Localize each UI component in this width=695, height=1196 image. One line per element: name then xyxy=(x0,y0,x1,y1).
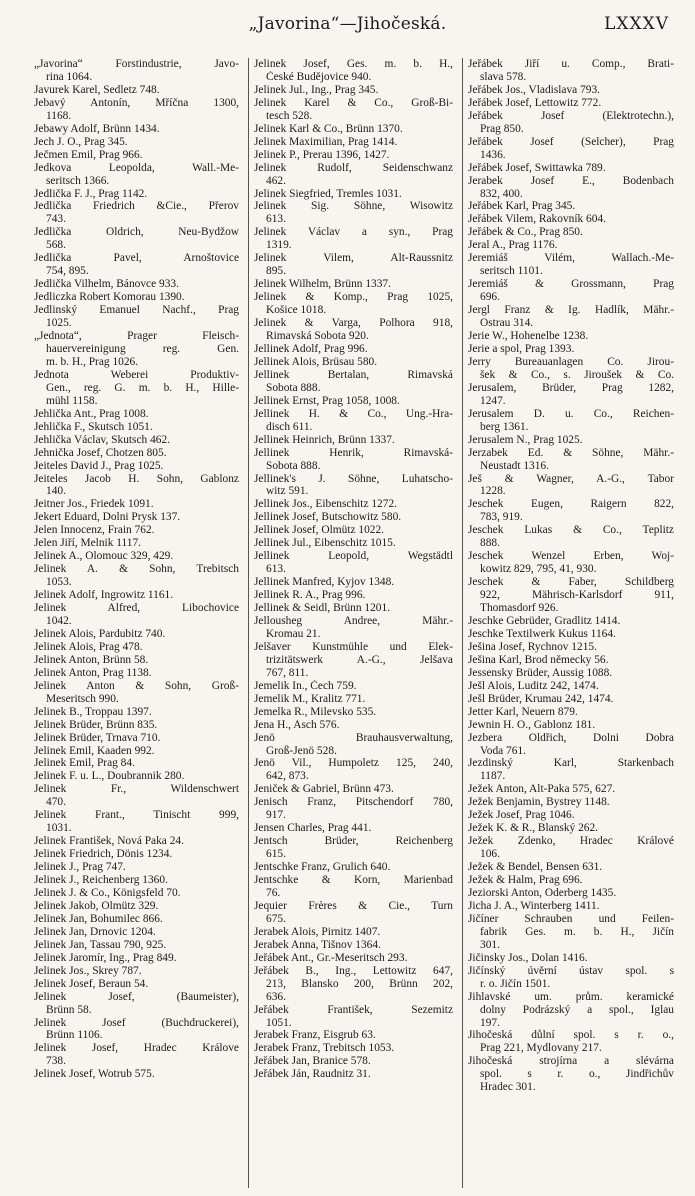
entry-continuation-line: r. o. Jičín 1501. xyxy=(480,977,551,990)
entry-line: Jeřábek Josef, Swittawka 789. xyxy=(468,161,606,174)
entry-line: Jelinek F. u. L., Doubrannik 280. xyxy=(34,770,185,783)
entry-line: Jičinsky Jos., Dolan 1416. xyxy=(468,951,588,964)
entry-line: Jequier Frères & Cie., Turn xyxy=(254,899,453,912)
entry-continuation-line: 1319. xyxy=(266,239,292,252)
entry-line: Jekert Eduard, Dolni Prysk 137. xyxy=(34,511,181,524)
entry-line: Jeschek Wenzel Erben, Woj- xyxy=(468,550,674,563)
entry-line: Jergl Franz & Ig. Hadlík, Mähr.- xyxy=(468,304,674,317)
entry-continuation-line: 1228. xyxy=(480,485,506,498)
entry-line: Jelinek B., Troppau 1397. xyxy=(34,705,152,718)
entry-continuation-line: 1436. xyxy=(480,148,506,161)
entry-line: Jellinek Leopold, Wegstädtl xyxy=(254,550,453,563)
entry-continuation-line: seritsch 1366. xyxy=(46,174,110,187)
entry-line: Jelinek Siegfried, Tremles 1031. xyxy=(254,187,402,200)
entry-line: Jellinek R. A., Prag 996. xyxy=(254,589,366,602)
entry-continuation-line: Kromau 21. xyxy=(266,627,321,640)
entry-line: Jelinek Sig. Söhne, Wisowitz xyxy=(254,200,453,213)
entry-line: Jeřábek Vilem, Rakovník 604. xyxy=(468,213,606,226)
entry-continuation-line: 140. xyxy=(46,485,66,498)
entry-line: Jelinek Adolf, Ingrowitz 1161. xyxy=(34,589,174,602)
page-header xyxy=(0,14,695,40)
entry-line: Jensen Charles, Prag 441. xyxy=(254,822,372,835)
entry-line: Ješl Brüder, Krumau 242, 1474. xyxy=(468,692,614,705)
entry-line: Jelinek Emil, Prag 84. xyxy=(34,757,135,770)
entry-line: Jellinek Jul., Eibenschitz 1015. xyxy=(254,537,396,550)
entry-continuation-line: hauervereinigung reg. Gen. xyxy=(46,342,239,355)
entry-continuation-line: Košice 1018. xyxy=(266,304,327,317)
entry-line: Jellinek H. & Co., Ung.-Hra- xyxy=(254,407,453,420)
entry-line: Jeřábek Ján, Raudnitz 31. xyxy=(254,1068,371,1081)
entry-line: Jellousheg Andree, Mähr.- xyxy=(254,614,453,627)
entry-continuation-line: Rimavská Sobota 920. xyxy=(266,330,369,343)
entry-continuation-line: Prag 850. xyxy=(480,122,524,135)
entry-line: Jelinek Jan, Drnovic 1204. xyxy=(34,925,156,938)
entry-line: Ježek & Halm, Prag 696. xyxy=(468,874,583,887)
entry-line: Jelinek Anton & Sohn, Groß- xyxy=(34,679,239,692)
entry-line: Jelinek Alois, Prag 478. xyxy=(34,640,143,653)
entry-line: Jeřábek Josef (Elektrotechn.), xyxy=(468,109,674,122)
entry-line: Jemelik M., Kralitz 771. xyxy=(254,692,366,705)
entry-continuation-line: kowitz 829, 795, 41, 930. xyxy=(480,563,597,576)
entry-line: Jelinek Maximilian, Prag 1414. xyxy=(254,135,398,148)
entry-continuation-line: 738. xyxy=(46,1055,66,1068)
entry-line: Jenisch Franz, Pitschendorf 780, xyxy=(254,796,453,809)
entry-line: Jelinek Emil, Kaaden 992. xyxy=(34,744,155,757)
entry-line: Jelinek J., Prag 747. xyxy=(34,861,126,874)
entry-line: Jerusalem D. u. Co., Reichen- xyxy=(468,407,674,420)
entry-line: Jelinek Jos., Skrey 787. xyxy=(34,964,142,977)
entry-line: Jedlička Friedrich &Cie., Přerov xyxy=(34,200,239,213)
entry-continuation-line: Sobota 888. xyxy=(266,459,321,472)
entry-line: Ježek Benjamin, Bystrey 1148. xyxy=(468,796,610,809)
entry-line: Jeřábek Jan, Branice 578. xyxy=(254,1055,371,1068)
entry-continuation-line: 76. xyxy=(266,887,281,899)
entry-line: Jeiteles David J., Prag 1025. xyxy=(34,459,164,472)
entry-line: Jehlička Václav, Skutsch 462. xyxy=(34,433,171,446)
entry-line: Jellinek Jos., Eibenschitz 1272. xyxy=(254,498,397,511)
entry-line: Jeschke Gebrüder, Gradlitz 1414. xyxy=(468,614,621,627)
entry-line: Jerusalem N., Prag 1025. xyxy=(468,433,583,446)
entry-line: Jenö Brauhausverwaltung, xyxy=(254,731,453,744)
column-2 xyxy=(248,58,453,1188)
entry-continuation-line: 1051. xyxy=(266,1016,292,1029)
entry-line: Jeřábek Jos., Vladislava 793. xyxy=(468,83,601,96)
entry-line: Jelinek Jul., Ing., Prag 345. xyxy=(254,83,379,96)
entry-continuation-line: 754, 895. xyxy=(46,265,89,278)
entry-continuation-line: 1168. xyxy=(46,109,72,122)
entry-line: Jerusalem, Brüder, Prag 1282, xyxy=(468,381,674,394)
entry-continuation-line: dolny Podrázský a spol., Iglau xyxy=(480,1003,674,1016)
entry-continuation-line: Brünn 58. xyxy=(46,1003,92,1016)
entry-continuation-line: 743. xyxy=(46,213,66,226)
entry-continuation-line: Brünn 1106. xyxy=(46,1029,103,1042)
entry-continuation-line: 197. xyxy=(480,1016,500,1029)
entry-line: Jerabek Anna, Tišnov 1364. xyxy=(254,938,381,951)
entry-continuation-line: 613. xyxy=(266,213,286,226)
entry-continuation-line: České Budějovice 940. xyxy=(266,70,372,83)
entry-line: Jedlička Vilhelm, Bánovce 933. xyxy=(34,278,179,291)
entry-line: Jellinek Josef, Olmütz 1022. xyxy=(254,524,385,537)
entry-line: Jelinek Jakob, Olmütz 329. xyxy=(34,899,159,912)
entry-line: Jelinek Fr., Wildenschwert xyxy=(34,783,239,796)
entry-continuation-line: 1247. xyxy=(480,394,506,407)
entry-line: Jelinek Alfred, Libochovice xyxy=(34,602,239,615)
entry-line: Jeziorski Anton, Oderberg 1435. xyxy=(468,887,617,899)
entry-line: Jentschke & Korn, Marienbad xyxy=(254,874,453,887)
entry-line: Jedlička Oldrich, Neu-Bydžow xyxy=(34,226,239,239)
entry-line: Jeitner Jos., Friedek 1091. xyxy=(34,498,154,511)
entry-line: Jelinek Josef, Ges. m. b. H., xyxy=(254,58,453,70)
entry-line: Jelinek A., Olomouc 329, 429. xyxy=(34,550,174,563)
entry-line: Jeschke Textilwerk Kukus 1164. xyxy=(468,627,616,640)
entry-line: Jeřábek Josef (Selcher), Prag xyxy=(468,135,674,148)
entry-line: Jelinek P., Prerau 1396, 1427. xyxy=(254,148,390,161)
entry-continuation-line: disch 611. xyxy=(266,420,313,433)
entry-continuation-line: 1031. xyxy=(46,822,72,835)
entry-line: Jelinek Brüder, Brünn 835. xyxy=(34,718,158,731)
entry-continuation-line: 568. xyxy=(46,239,66,252)
entry-line: Jelen Jiří, Melnik 1117. xyxy=(34,537,142,550)
entry-continuation-line: 213, Blansko 200, Brünn 202, xyxy=(266,977,453,990)
entry-line: Jelinek A. & Sohn, Trebitsch xyxy=(34,563,239,576)
entry-line: Jeschek Lukas & Co., Teplitz xyxy=(468,524,674,537)
entry-line: Javurek Karel, Sedletz 748. xyxy=(34,83,160,96)
entry-continuation-line: 783, 919. xyxy=(480,511,523,524)
entry-line: Ježek & Bendel, Bensen 631. xyxy=(468,861,603,874)
entry-line: Ješ & Wagner, A.-G., Tabor xyxy=(468,472,674,485)
entry-continuation-line: fabrik Ges. m. b. H., Jičín xyxy=(480,925,674,938)
entry-line: Ječmen Emil, Prag 966. xyxy=(34,148,143,161)
entry-line: Jedlička Pavel, Arnoštovice xyxy=(34,252,239,265)
entry-continuation-line: Sobota 888. xyxy=(266,381,321,394)
entry-line: Jetter Karl, Neuern 879. xyxy=(468,705,578,718)
entry-line: Jelinek Josef, Beraun 54. xyxy=(34,977,149,990)
entry-line: Jezdinský Karl, Starkenbach xyxy=(468,757,674,770)
entry-line: Jelinek J. & Co., Königsfeld 70. xyxy=(34,887,181,899)
entry-continuation-line: Hradec 301. xyxy=(480,1081,536,1094)
entry-continuation-line: 1187. xyxy=(480,770,506,783)
entry-line: Jeremiáš & Grossmann, Prag xyxy=(468,278,674,291)
entry-line: Jentsch Brüder, Reichenberg xyxy=(254,835,453,848)
entry-continuation-line: Voda 761. xyxy=(480,744,526,757)
entry-line: Jech J. O., Prag 345. xyxy=(34,135,128,148)
column-1 xyxy=(34,58,239,1188)
entry-line: Jellinek Ernst, Prag 1058, 1008. xyxy=(254,394,400,407)
entry-line: Jezbera Oldřich, Dolni Dobra xyxy=(468,731,674,744)
entry-line: Jellinek Manfred, Kyjov 1348. xyxy=(254,576,395,589)
entry-line: „Javorina“ Forstindustrie, Javo- xyxy=(34,58,239,70)
entry-line: Jelinek J., Reichenberg 1360. xyxy=(34,874,168,887)
entry-line: Jeřábek Josef, Lettowitz 772. xyxy=(468,96,602,109)
entry-line: Jičíner Schrauben und Feilen- xyxy=(468,912,674,925)
entry-line: Jelinek František, Nová Paka 24. xyxy=(34,835,184,848)
entry-line: Jičínský úvěrní ústav spol. s xyxy=(468,964,674,977)
entry-line: Jeral A., Prag 1176. xyxy=(468,239,558,252)
directory-columns xyxy=(34,58,674,1188)
entry-line: Ježek Josef, Prag 1046. xyxy=(468,809,575,822)
entry-line: Ježek K. & R., Blanský 262. xyxy=(468,822,599,835)
column-3 xyxy=(462,58,674,1188)
entry-continuation-line: 917. xyxy=(266,809,286,822)
entry-continuation-line: slava 578. xyxy=(480,70,527,83)
entry-line: Jeřábek František, Sezemitz xyxy=(254,1003,453,1016)
entry-line: Jeřábek Jiří u. Comp., Brati- xyxy=(468,58,674,70)
entry-line: Jeremiáš Vilém, Wallach.-Me- xyxy=(468,252,674,265)
entry-line: Jellinek Heinrich, Brünn 1337. xyxy=(254,433,395,446)
entry-line: Jelinek Josef (Buchdruckerei), xyxy=(34,1016,239,1029)
entry-line: Jessensky Brüder, Aussig 1088. xyxy=(468,666,613,679)
entry-continuation-line: m. b. H., Prag 1026. xyxy=(46,355,139,368)
entry-continuation-line: 615. xyxy=(266,848,286,861)
entry-line: Jellinek Josef, Butschowitz 580. xyxy=(254,511,402,524)
entry-continuation-line: rina 1064. xyxy=(46,70,93,83)
entry-line: Jedlička F. J., Prag 1142. xyxy=(34,187,148,200)
entry-line: Ješina Josef, Rychnov 1215. xyxy=(468,640,597,653)
entry-line: Jeschek Eugen, Raigern 822, xyxy=(468,498,674,511)
entry-continuation-line: 696. xyxy=(480,291,500,304)
entry-line: Jellinek Adolf, Prag 996. xyxy=(254,342,368,355)
entry-line: Jeřábek & Co., Prag 850. xyxy=(468,226,583,239)
entry-line: Jelinek Rudolf, Seidenschwanz xyxy=(254,161,453,174)
entry-line: Jelinek Josef, Wotrub 575. xyxy=(34,1068,155,1081)
entry-line: Jelinek Brüder, Trnava 710. xyxy=(34,731,161,744)
entry-line: Jebawy Adolf, Brünn 1434. xyxy=(34,122,160,135)
entry-line: Jelinek Wilhelm, Brünn 1337. xyxy=(254,278,391,291)
entry-continuation-line: 462. xyxy=(266,174,286,187)
entry-line: Jednota Weberei Produktiv- xyxy=(34,368,239,381)
entry-continuation-line: seritsch 1101. xyxy=(480,265,543,278)
entry-line: Jelinek Vilem, Alt-Raussnitz xyxy=(254,252,453,265)
entry-line: Jelen Innocenz, Frain 762. xyxy=(34,524,155,537)
page-number: LXXXV xyxy=(604,14,669,34)
entry-continuation-line: berg 1361. xyxy=(480,420,529,433)
entry-line: Jellinek Henrik, Rimavská- xyxy=(254,446,453,459)
entry-line: Jelinek Alois, Pardubitz 740. xyxy=(34,627,166,640)
entry-continuation-line: Prag 221, Mydlovany 217. xyxy=(480,1042,602,1055)
entry-line: Jelinek & Komp., Prag 1025, xyxy=(254,291,453,304)
entry-line: Jelinek Anton, Brünn 58. xyxy=(34,653,149,666)
entry-line: Jerzabek Ed. & Söhne, Mähr.- xyxy=(468,446,674,459)
entry-continuation-line: 895. xyxy=(266,265,286,278)
entry-continuation-line: 470. xyxy=(46,796,66,809)
entry-line: Jeřábek Karl, Prag 345. xyxy=(468,200,576,213)
entry-line: Jewnin H. O., Gablonz 181. xyxy=(468,718,596,731)
entry-line: Jihlavské um. prům. keramické xyxy=(468,990,674,1003)
entry-line: Jelinek Jan, Bohumilec 866. xyxy=(34,912,163,925)
entry-continuation-line: Groß-Jenö 528. xyxy=(266,744,337,757)
entry-line: Jelinek Karl & Co., Brünn 1370. xyxy=(254,122,403,135)
entry-line: Jelinek Friedrich, Dönis 1234. xyxy=(34,848,173,861)
entry-line: Ješl Alois, Luditz 242, 1474. xyxy=(468,679,599,692)
entry-continuation-line: 832, 400. xyxy=(480,187,523,200)
entry-continuation-line: 106. xyxy=(480,848,500,861)
entry-line: Ježek Zdenko, Hradec Králové xyxy=(468,835,674,848)
entry-continuation-line: šek & Co., s. Jiroušek & Co. xyxy=(480,368,674,381)
entry-line: Jebavý Antonín, Mříčna 1300, xyxy=(34,96,239,109)
entry-continuation-line: tesch 528. xyxy=(266,109,313,122)
running-title: „Javorina“—Jihočeská. xyxy=(248,14,447,34)
entry-continuation-line: 1025. xyxy=(46,317,72,330)
entry-line: Jelinek Jaromír, Ing., Prag 849. xyxy=(34,951,177,964)
entry-line: Jedkova Leopolda, Wall.-Me- xyxy=(34,161,239,174)
entry-line: Jerie a spol, Prag 1393. xyxy=(468,342,575,355)
entry-continuation-line: Thomasdorf 926. xyxy=(480,602,559,615)
entry-line: Jemelik In., Čech 759. xyxy=(254,679,357,692)
entry-continuation-line: Gen., reg. G. m. b. H., Hille- xyxy=(46,381,239,394)
entry-continuation-line: Ostrau 314. xyxy=(480,317,534,330)
entry-line: Ješina Karl, Brod německy 56. xyxy=(468,653,609,666)
entry-line: Ježek Anton, Alt-Paka 575, 627. xyxy=(468,783,616,796)
entry-continuation-line: 675. xyxy=(266,912,286,925)
entry-continuation-line: 922, Mährisch-Karlsdorf 911, xyxy=(480,589,674,602)
entry-line: Jerabek Franz, Eisgrub 63. xyxy=(254,1029,376,1042)
entry-line: Jerie W., Hohenelbe 1238. xyxy=(468,330,589,343)
entry-continuation-line: 613. xyxy=(266,563,286,576)
entry-line: Jeřábek Ant., Gr.-Meseritsch 293. xyxy=(254,951,408,964)
entry-line: Jeschek & Faber, Schildberg xyxy=(468,576,674,589)
entry-line: Jentschke Franz, Grulich 640. xyxy=(254,861,391,874)
entry-line: Jelinek Josef, (Baumeister), xyxy=(34,990,239,1003)
entry-continuation-line: 642, 873. xyxy=(266,770,309,783)
entry-line: Jerabek Franz, Trebitsch 1053. xyxy=(254,1042,395,1055)
entry-continuation-line: 767, 811. xyxy=(266,666,309,679)
entry-line: Jihočeská důlní spol. s r. o., xyxy=(468,1029,674,1042)
entry-line: Jelinek Anton, Prag 1138. xyxy=(34,666,152,679)
entry-line: Jelinek Josef, Hradec Králove xyxy=(34,1042,239,1055)
entry-line: Jellinek Alois, Brüsau 580. xyxy=(254,355,378,368)
entry-continuation-line: Neustadt 1316. xyxy=(480,459,549,472)
entry-line: „Jednota“, Prager Fleisch- xyxy=(34,330,239,343)
entry-line: Jicha J. A., Winterberg 1411. xyxy=(468,899,600,912)
entry-line: Jellinek Bertalan, Rimavská xyxy=(254,368,453,381)
entry-continuation-line: 636. xyxy=(266,990,286,1003)
entry-line: Jehlička Ant., Prag 1008. xyxy=(34,407,149,420)
entry-line: Jellinek & Seidl, Brünn 1201. xyxy=(254,602,391,615)
entry-continuation-line: spol. s r. o., Jindřichův xyxy=(480,1068,674,1081)
entry-continuation-line: trizitätswerk A.-G., Jelšava xyxy=(266,653,453,666)
entry-line: Jedlinský Emanuel Nachf., Prag xyxy=(34,304,239,317)
entry-line: Jeniček & Gabriel, Brünn 473. xyxy=(254,783,394,796)
entry-line: Jeiteles Jacob H. Sohn, Gablonz xyxy=(34,472,239,485)
entry-line: Jemelka R., Milevsko 535. xyxy=(254,705,377,718)
entry-line: Jelinek Karel & Co., Groß-Bi- xyxy=(254,96,453,109)
entry-continuation-line: Meseritsch 990. xyxy=(46,692,119,705)
entry-line: Jelinek Jan, Tassau 790, 925. xyxy=(34,938,167,951)
entry-line: Jehlička F., Skutsch 1051. xyxy=(34,420,153,433)
entry-line: Jelšaver Kunstmühle und Elek- xyxy=(254,640,453,653)
entry-line: Jedliczka Robert Komorau 1390. xyxy=(34,291,185,304)
entry-line: Jenö Vil., Humpoletz 125, 240, xyxy=(254,757,453,770)
entry-line: Jellinek's J. Söhne, Luhatscho- xyxy=(254,472,453,485)
entry-line: Jelinek & Varga, Polhora 918, xyxy=(254,317,453,330)
entry-continuation-line: witz 591. xyxy=(266,485,309,498)
entry-line: Jehnička Josef, Chotzen 805. xyxy=(34,446,167,459)
entry-continuation-line: 1053. xyxy=(46,576,72,589)
entry-line: Jena H., Asch 576. xyxy=(254,718,340,731)
entry-line: Jerabek Alois, Pirnitz 1407. xyxy=(254,925,381,938)
entry-line: Jelinek Frant., Tinischt 999, xyxy=(34,809,239,822)
entry-line: Jerry Bureauanlagen Co. Jirou- xyxy=(468,355,674,368)
entry-continuation-line: 301. xyxy=(480,938,500,951)
entry-continuation-line: 1042. xyxy=(46,614,72,627)
entry-line: Jelinek Václav a syn., Prag xyxy=(254,226,453,239)
entry-line: Jeřábek B., Ing., Lettowitz 647, xyxy=(254,964,453,977)
entry-continuation-line: mühl 1158. xyxy=(46,394,98,407)
entry-line: Jihočeská strojírna a slévárna xyxy=(468,1055,674,1068)
entry-line: Jerabek Josef E., Bodenbach xyxy=(468,174,674,187)
entry-continuation-line: 888. xyxy=(480,537,500,550)
